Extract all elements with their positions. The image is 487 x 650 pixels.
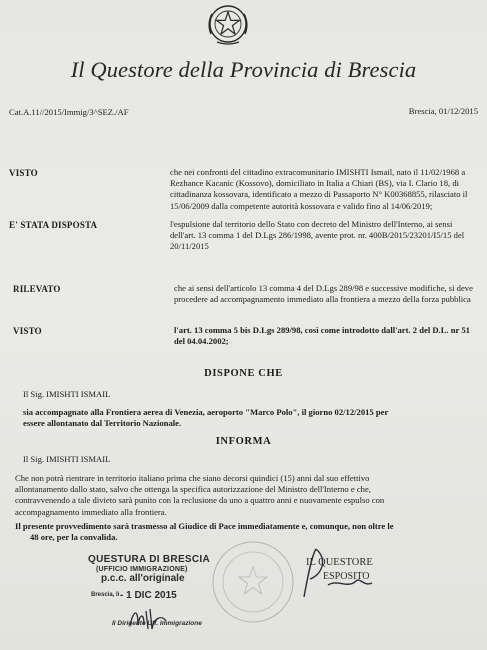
signature-title: IL QUESTORE <box>306 557 373 568</box>
protocol-number: Cat.A.11//2015/Immig/3^SEZ./AF <box>9 107 129 117</box>
text-line: che ai sensi dell'articolo 13 comma 4 del D.Lgs 289/98 e successive modifiche, si deve <box>174 283 473 293</box>
section-label-rilevato: RILEVATO <box>13 284 61 294</box>
italian-republic-emblem <box>205 2 251 46</box>
text-line: contravvenendo a tale divieto sarà punito con la reclusione da uno a quattro anni e nuovamente espulso con <box>15 495 385 506</box>
stamp-line-3: p.c.c. all'originale <box>101 573 185 584</box>
text-line: essere allontanato dal Territorio Nazionale. <box>23 418 182 429</box>
text-line: procedere ad accompagnamento immediato alla frontiera a mezzo della forza pubblica <box>174 294 471 305</box>
signature-name: ESPOSITO <box>323 571 370 582</box>
text-line: Rezhance Kacanic (Kossovo), domiciliato in Italia a Chiari (BS), via I. Clario 18, di <box>170 178 460 189</box>
handwritten-initials <box>128 605 168 633</box>
text-line: 48 ore, per la convalida. <box>30 532 118 543</box>
informa-subject: Il Sig. IMISHTI ISMAIL <box>23 454 111 464</box>
text-line: del 04.04.2002; <box>174 336 229 347</box>
text-line: Che non potrà rientrare in territorio italiano prima che siano decorsi quindici (15) anni dal suo effettivo <box>15 473 370 483</box>
stamp-date: - 1 DIC 2015 <box>120 590 177 601</box>
place-date: Brescia, 01/12/2015 <box>408 106 478 116</box>
text-line: dell'art. 13 comma 1 del D.Lgs 286/1998, avente prot. nr. 400B/2015/23201/I5/15 del <box>170 230 465 241</box>
dispone-text <box>23 407 388 429</box>
text-line: allontanamento dallo stato, salvo che ottenga la specifica autorizzazione del Ministro dell'Interno e che, <box>15 484 371 495</box>
text-line: l'art. 13 comma 5 bis D.Lgs 289/98, così come introdotto dall'art. 2 del D.L. nr 51 <box>174 325 470 335</box>
section-text-disposta <box>170 219 464 253</box>
text-line: sia accompagnato alla Frontiera aerea di Venezia, aeroporto "Marco Polo", il giorno 02/12/2015 per <box>23 407 389 417</box>
stamp-office: Il Dirigente Uff. Immigrazione <box>112 620 202 627</box>
text-line: che nei confronti del cittadino extracomunitario IMISHTI Ismail, nato il 11/02/1968 a <box>170 167 466 177</box>
dispone-subject: Il Sig. IMISHTI ISMAIL <box>23 389 111 399</box>
section-text-visto-2 <box>174 325 470 347</box>
heading-dispone: DISPONE CHE <box>204 368 283 379</box>
text-line: accompagnamento immediato alla frontiera. <box>15 506 167 517</box>
round-seal <box>208 537 298 627</box>
stamp-line-2: (UFFICIO IMMIGRAZIONE) <box>96 566 188 573</box>
stamp-place: Brescia, lì <box>91 592 120 598</box>
text-line: cittadinanza kossovara, identificato a mezzo di Passaporto N° K00368855, rilasciato il <box>170 189 468 200</box>
section-label-visto-2: VISTO <box>13 326 42 336</box>
closing-text <box>15 521 394 543</box>
section-text-visto <box>170 167 467 212</box>
text-line: 20/11/2015 <box>170 241 209 252</box>
text-line: 15/06/2009 dalla competente autorità kossovara e valido fino al 14/06/2019; <box>170 200 433 211</box>
heading-informa: INFORMA <box>215 436 272 447</box>
section-text-rilevato <box>174 283 473 305</box>
handwritten-signature <box>298 545 388 603</box>
section-label-disposta: E' STATA DISPOSTA <box>9 220 98 230</box>
informa-text <box>15 473 384 518</box>
stamp-line-1: QUESTURA DI BRESCIA <box>88 554 211 565</box>
text-line: l'espulsione dal territorio dello Stato con decreto del Ministro dell'Interno, ai sensi <box>170 219 453 229</box>
document-title: Il Questore della Provincia di Brescia <box>70 57 417 82</box>
text-line: Il presente provvedimento sarà trasmesso al Giudice di Pace immediatamente e, comunque, non oltre le <box>15 521 394 531</box>
section-label-visto: VISTO <box>9 168 38 178</box>
